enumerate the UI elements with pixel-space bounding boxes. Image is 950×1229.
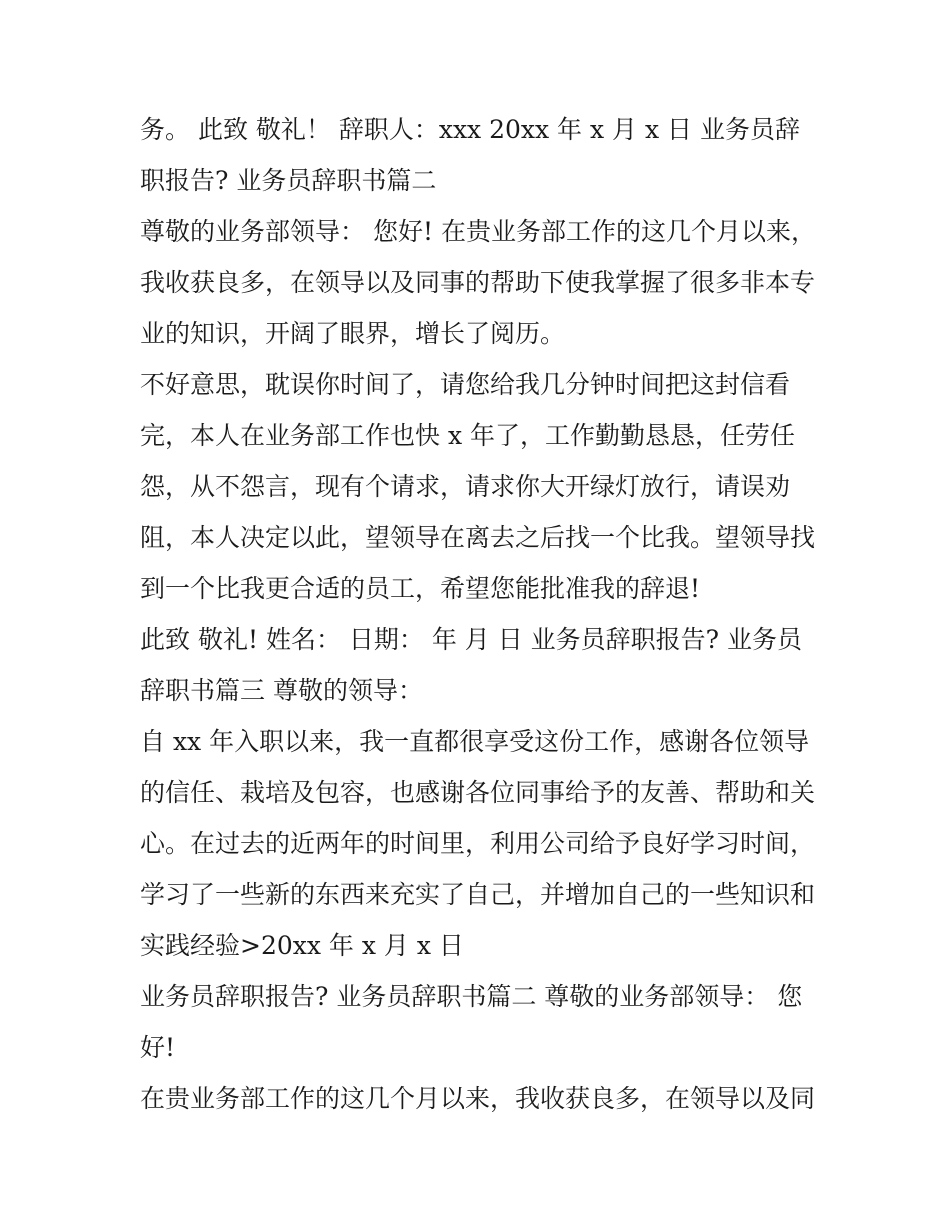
paragraph-1: 务。 此致 敬礼！ 辞职人：xxx 20xx 年 x 月 x 日 业务员辞职报告? 业务员辞职书篇二 [140, 115, 800, 195]
paragraph-7: 在贵业务部工作的这几个月以来，我收获良多，在领导以及同 [140, 1084, 816, 1113]
paragraph-2: 尊敬的业务部领导： 您好! 在贵业务部工作的这几个月以来，我收获良多，在领导以及同事的帮助下使我掌握了很多非本专业的知识，开阔了眼界，增长了阅历。 [140, 217, 816, 348]
paragraph-3: 不好意思，耽误你时间了，请您给我几分钟时间把这封信看完，本人在业务部工作也快 x 年了，工作勤勤恳恳，任劳任怨，从不怨言，现有个请求，请求你大开绿灯放行，请误劝阻，本人决定以此，望领导在离去之后找一个比我。望领导找到一个比我更合适的员工，希望您能批准我的辞退! [140, 370, 816, 603]
document-body [140, 104, 820, 1124]
paragraph-6: 业务员辞职报告? 业务员辞职书篇二 尊敬的业务部领导： 您好! [140, 982, 803, 1062]
paragraph-5: 自 xx 年入职以来，我一直都很享受这份工作，感谢各位领导的信任、栽培及包容，也感谢各位同事给予的友善、帮助和关心。在过去的近两年的时间里，利用公司给予良好学习时间，学习了一些新的东西来充实了自己，并增加自己的一些知识和实践经验>20xx 年 x 月 x 日 [140, 727, 816, 960]
paragraph-4: 此致 敬礼! 姓名： 日期： 年 月 日 业务员辞职报告? 业务员辞职书篇三 尊敬的领导： [140, 625, 803, 705]
